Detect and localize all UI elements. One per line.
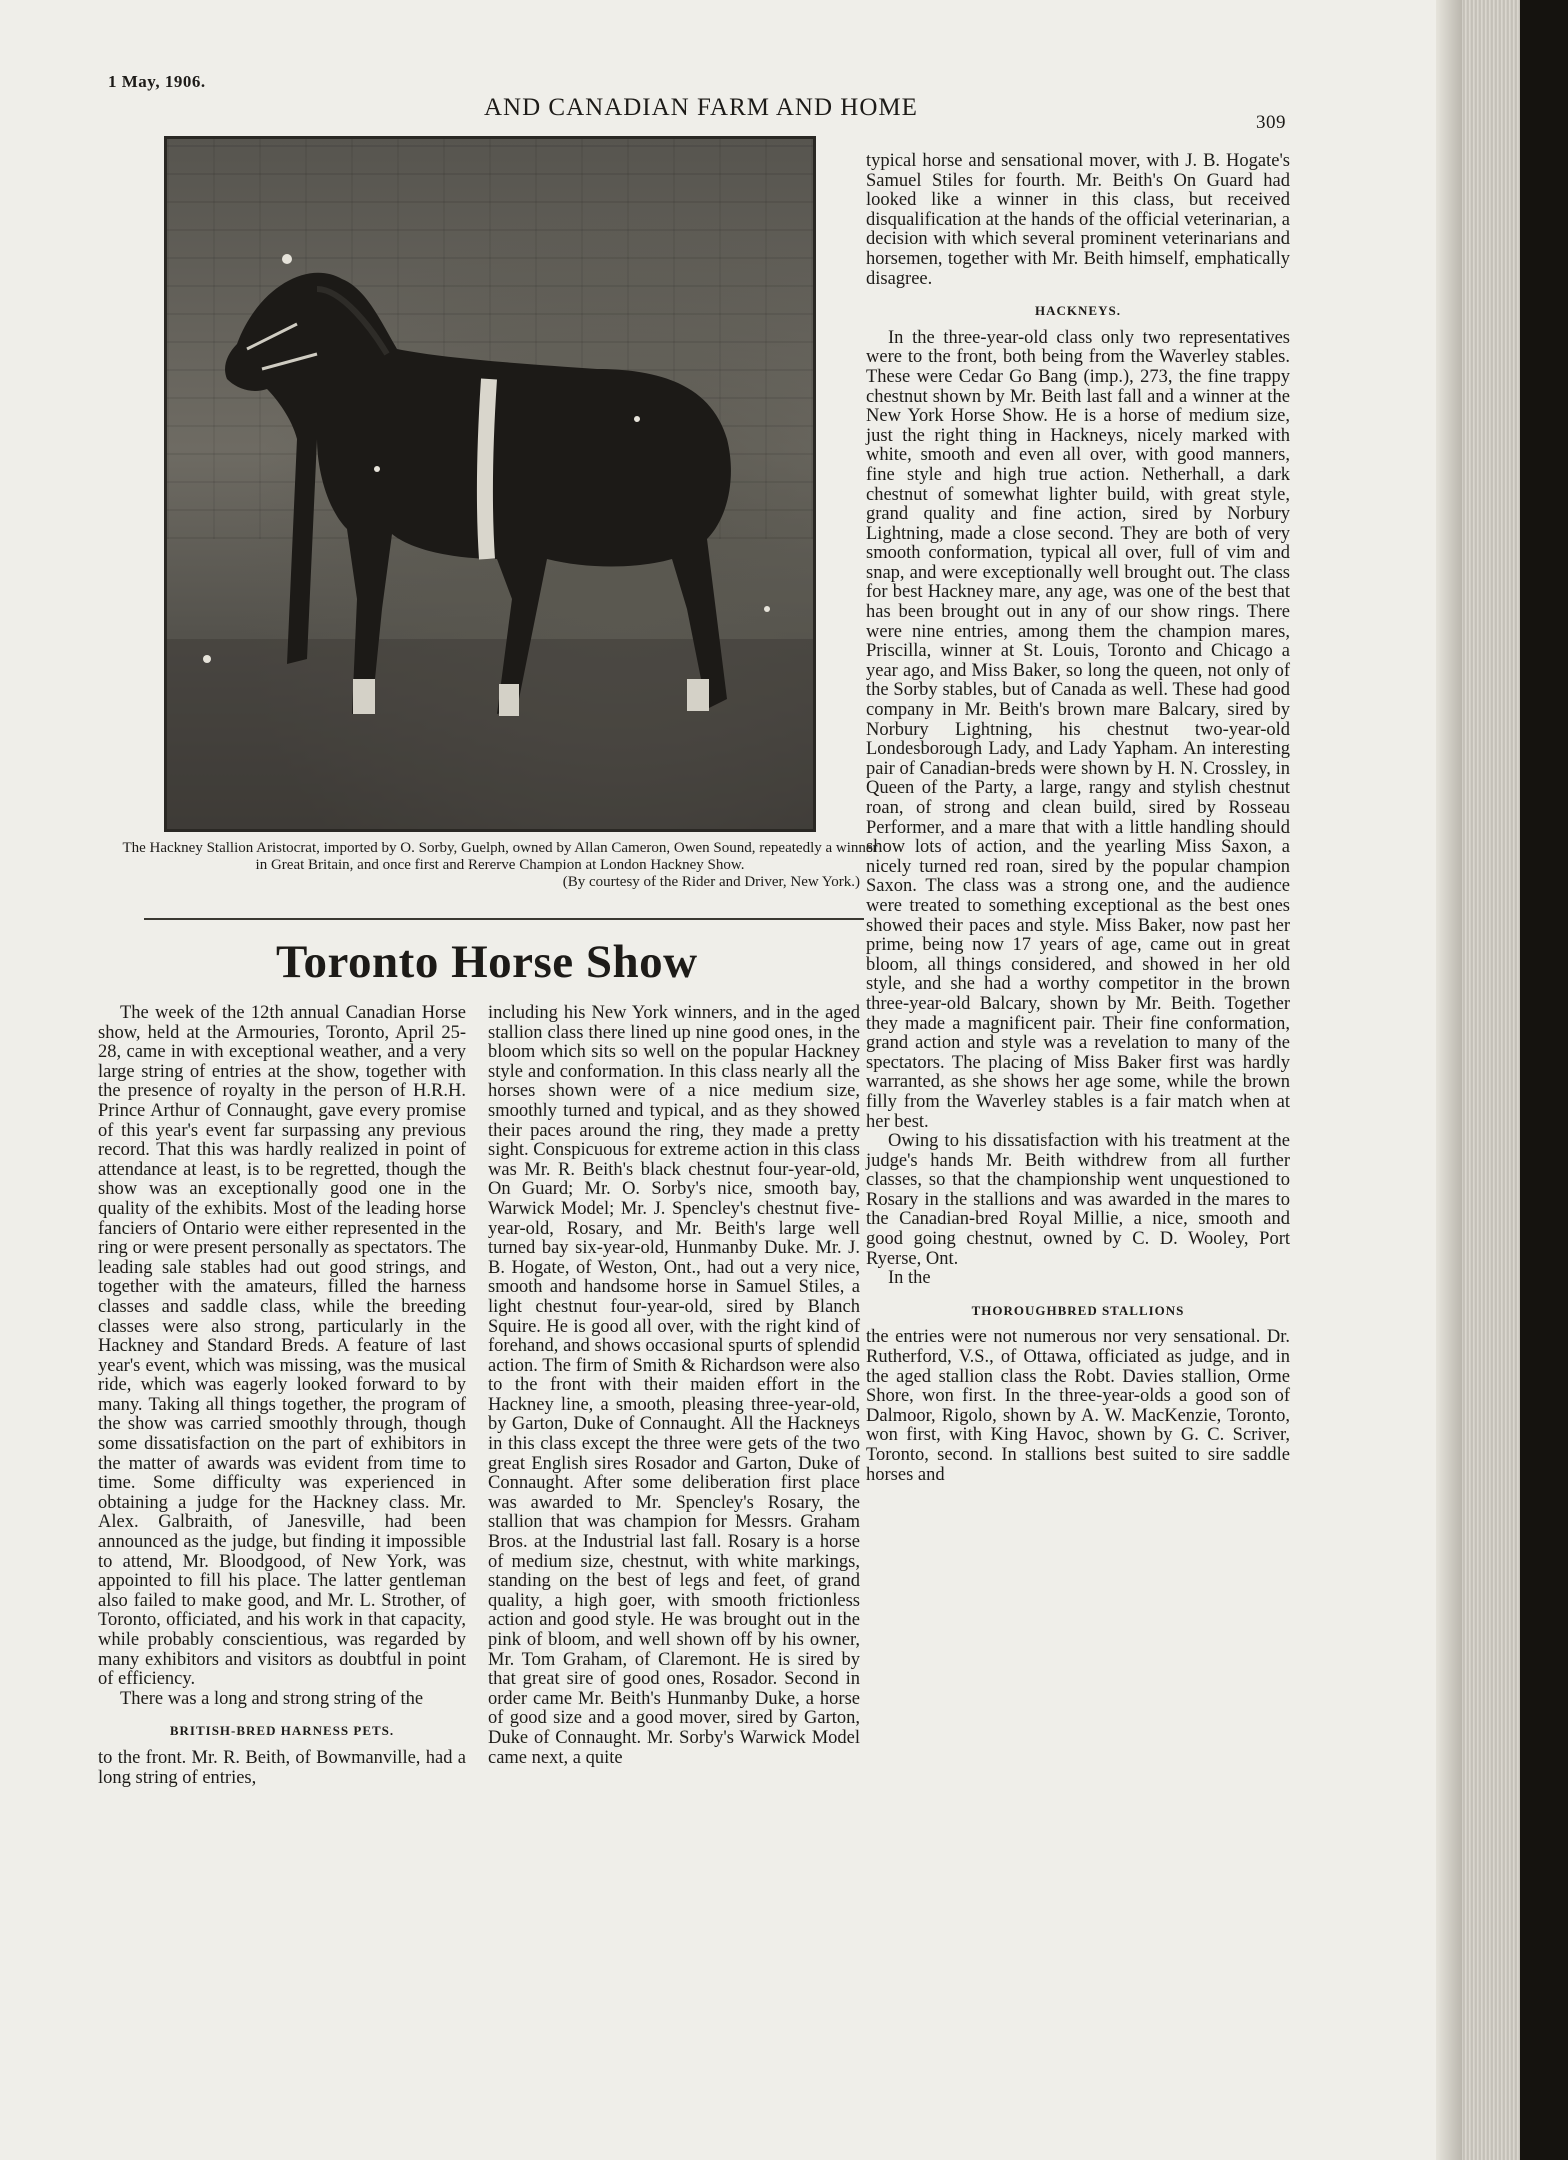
photo-caption — [120, 840, 880, 891]
header-publication-title: AND CANADIAN FARM AND HOME — [484, 94, 918, 121]
page-gutter — [1436, 0, 1464, 2160]
horse-photo-icon — [167, 139, 813, 829]
section-subheading: BRITISH-BRED HARNESS PETS. — [169, 1723, 395, 1739]
header-page-number: 309 — [1256, 112, 1286, 133]
paragraph: including his New York winners, and in the aged stallion class there lined up nine good ones, in the bloom which sits so well on the popular Hackney style and conformation. In this class nearly all the horses shown were of a nice medium size, smoothly turned and typical, and as they showed their paces around the ring, they made a pretty sight. Conspicuous for extreme action in this class was Mr. R. Beith's black chestnut four-year-old, On Guard; Mr. O. Sorby's nice, smooth bay, Warwick Model; Mr. J. Spencley's chestnut five-year-old, Rosary, and Mr. Beith's large well turned bay six-year-old, Hunmanby Duke. Mr. J. B. Hogate, of Weston, Ont., had out a very nice, smooth and handsome horse in Samuel Stiles, a light chestnut four-year-old, sired by Blanch Squire. He is good all over, with the right kind of forehand, and shows occasional spurts of splendid action. The firm of Smith & Richardson were also to the front with their maiden effort in the Hackney line, a smooth, pleasing three-year-old, by Garton, Duke of Connaught. All the Hackneys in this class except the three were gets of the two great English sires Rosador and Garton, Duke of Connaught. After some deliberation first place was awarded to Mr. Spencley's Rosary, the stallion that was champion for Messrs. Graham Bros. at the Industrial last fall. Rosary is a horse of medium size, chestnut, with white markings, standing on the best of legs and feet, of grand quality, a high goer, with smooth frictionless action and good style. He was brought out in the pink of bloom, and well shown off by his owner, Mr. Tom Graham, of Claremont. He is sired by that great sire of good ones, Rosador. Second in order came Mr. Beith's Hunmanby Duke, a horse of good size and a good mover, sired by Garton, Duke of Connaught. Mr. Sorby's Warwick Model came next, a quite — [488, 1003, 860, 1768]
article-column-2 — [488, 1004, 860, 1768]
page-stack-edge — [1462, 0, 1520, 2160]
paragraph: There was a long and strong string of the — [120, 1688, 424, 1709]
scan-background-edge — [1520, 0, 1568, 2160]
title-rule — [144, 918, 864, 920]
horse-photograph — [164, 136, 816, 832]
section-subheading: HACKNEYS. — [1035, 303, 1121, 319]
paragraph: In the — [888, 1268, 931, 1289]
photo-credit: (By courtesy of the Rider and Driver, New York.) — [562, 874, 860, 890]
paragraph: to the front. Mr. R. Beith, of Bowmanville, had a long string of entries, — [98, 1747, 466, 1788]
article-title: Toronto Horse Show — [276, 936, 698, 988]
section-subheading: THOROUGHBRED STALLIONS — [971, 1302, 1185, 1318]
article-column-3 — [866, 152, 1290, 1485]
article-column-1 — [98, 1004, 466, 1788]
header-date: 1 May, 1906. — [108, 72, 206, 91]
photo-caption-text: The Hackney Stallion Aristocrat, imported by O. Sorby, Guelph, owned by Allan Cameron, Owen Sound, repeatedly a winner in Great Britain, and once first and Rererve Champion at London Hackney Show. — [122, 840, 878, 873]
paragraph: typical horse and sensational mover, with J. B. Hogate's Samuel Stiles for fourth. Mr. Beith's On Guard had looked like a winner in this class, but received disqualification at the hands of the official veterinarian, a decision with which several prominent veterinarians and horsemen, together with Mr. Beith himself, emphatically disagree. — [866, 151, 1290, 289]
paragraph: the entries were not numerous nor very sensational. Dr. Rutherford, V.S., of Ottawa, officiated as judge, and in the aged stallion class the Robt. Davies stallion, Orme Shore, won first. In the three-year-olds a good son of Dalmoor, Rigolo, shown by A. W. MacKenzie, Toronto, won first, with King Havoc, shown by G. C. Scriver, Toronto, second. In stallions best suited to sire saddle horses and — [866, 1327, 1290, 1485]
paragraph: The week of the 12th annual Canadian Horse show, held at the Armouries, Toronto, April 25-28, came in with exceptional weather, and a very large string of entries at the show, together with the presence of royalty in the person of H.R.H. Prince Arthur of Connaught, gave every promise of this year's event far surpassing any previous record. That this was hardly realized in point of attendance at least, is to be regretted, though the show was an exceptionally good one in the quality of the exhibits. Most of the leading horse fanciers of Ontario were either represented in the ring or were present personally as spectators. The leading sale stables had out good strings, and together with the amateurs, filled the harness classes and saddle class, while the breeding classes were also strong, particularly in the Hackney and Standard Breds. A feature of last year's event, which was missing, was the musical ride, which was eagerly looked forward to by many. Taking all things together, the program of the show was carried smoothly through, though some dissatisfaction on the part of exhibitors in the matter of awards was evident from time to time. Some difficulty was experienced in obtaining a judge for the Hackney class. Mr. Alex. Galbraith, of Janesville, had been announced as the judge, but finding it impossible to attend, Mr. Bloodgood, of New York, was appointed to fill his place. The latter gentleman also failed to make good, and Mr. L. Strother, of Toronto, officiated, and his work in that capacity, while probably conscientious, was regarded by many exhibitors and visitors as doubtful in point of efficiency. — [98, 1003, 466, 1690]
paragraph: In the three-year-old class only two representatives were to the front, both being from the Waverley stables. These were Cedar Go Bang (imp.), 273, the fine trappy chestnut shown by Mr. Beith last fall and a winner at the New York Horse Show. He is a horse of medium size, just the right thing in Hackneys, nicely marked with white, smooth and even all over, with good manners, fine style and high true action. Netherhall, a dark chestnut of somewhat lighter build, with great style, grand quality and fine action, sired by Norbury Lightning, made a close second. They are both of very smooth conformation, typical all over, full of vim and snap, and were exceptionally well brought out. The class for best Hackney mare, any age, was one of the best that has been brought out in any of our show rings. There were nine entries, among them the champion mares, Priscilla, winner at St. Louis, Toronto and Chicago a year ago, and Miss Baker, so long the queen, not only of the Sorby stables, but of Canada as well. These had good company in Mr. Beith's brown mare Balcary, sired by Norbury Lightning, his chestnut two-year-old Londesborough Lady, and Lady Yapham. An interesting pair of Canadian-breds were shown by H. N. Crossley, in Queen of the Party, a large, rangy and stylish chestnut roan, of strong and clean build, sired by Rosseau Performer, and a mare that with a little handling should show lots of action, and the yearling Miss Saxon, a nicely turned red roan, sired by the popular champion Saxon. The class was a strong one, and the audience were treated to something exceptional as the best ones showed their paces and style. Miss Baker, now past her prime, being now 17 years of age, came out in great bloom, all things considered, and showed in her old style, and she had a worthy competitor in the brown three-year-old Balcary, shown by Mr. Beith. Together they made a magnificent pair. Their fine conformation, grand action and style was a revelation to many of the spectators. The placing of Miss Baker first was hardly warranted, as she shows her age some, while the brown filly from the Waverley stables is a fair match when at her best. — [866, 327, 1290, 1132]
paragraph: Owing to his dissatisfaction with his treatment at the judge's hands Mr. Beith withdrew from all further classes, so that the championship went unquestioned to Rosary in the stallions and was awarded in the mares to the Canadian-bred Royal Millie, a nice, smooth and good going chestnut, owned by C. D. Wooley, Port Ryerse, Ont. — [866, 1131, 1290, 1269]
